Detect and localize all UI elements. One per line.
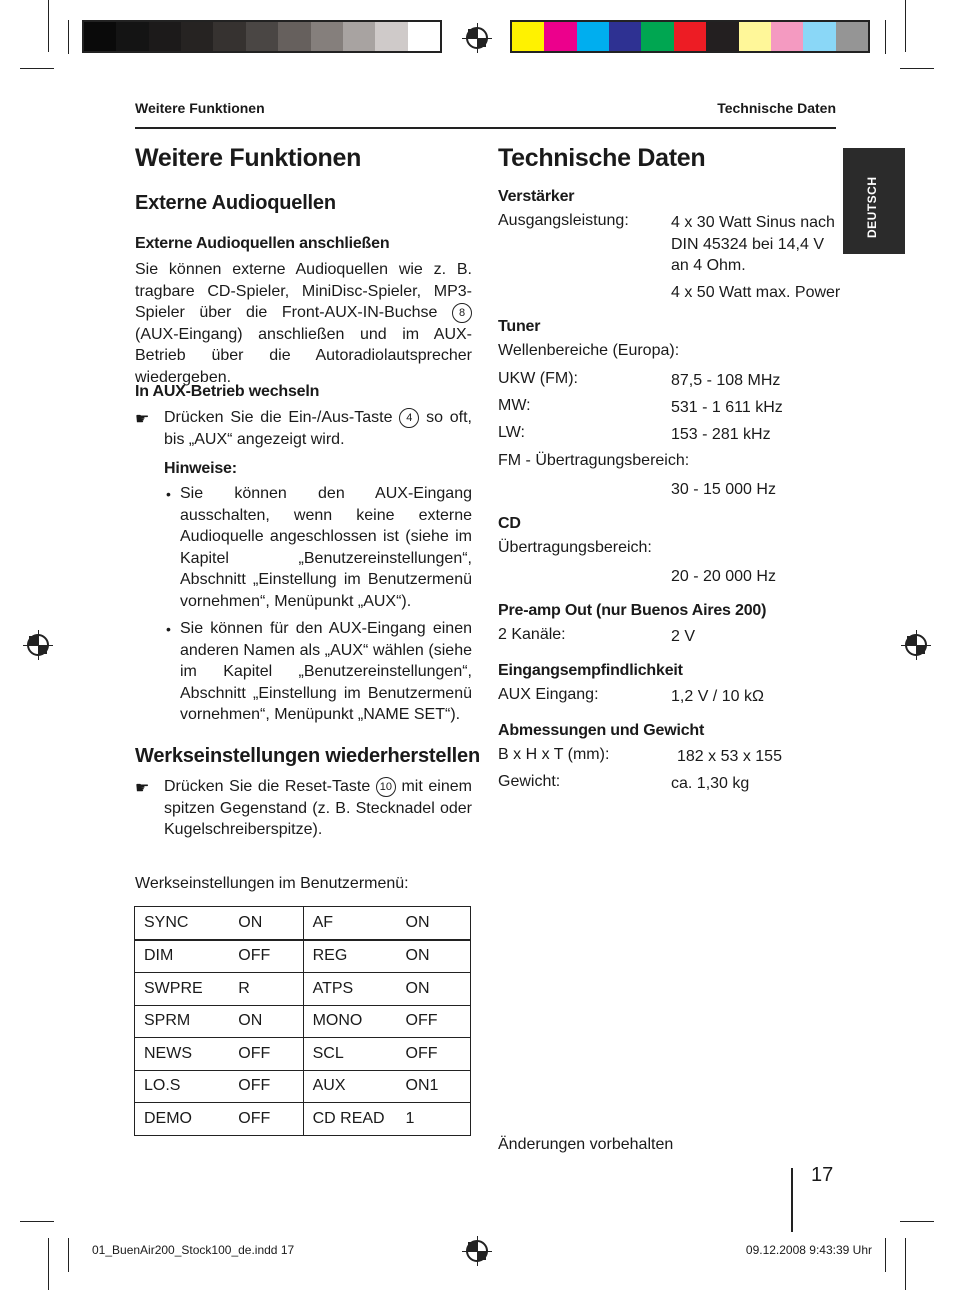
button-number-badge: 8 xyxy=(452,303,472,323)
factory-settings-table xyxy=(134,906,471,1136)
crop-mark xyxy=(68,1238,69,1272)
spec-cd-title: CD xyxy=(498,515,521,532)
spec-dimensions-value: 182 x 53 x 155 xyxy=(677,748,782,765)
setting-name-cell: CD READ xyxy=(303,1103,396,1136)
paragraph-connect xyxy=(135,259,472,388)
setting-name-cell: AF xyxy=(303,907,396,940)
table-row xyxy=(135,1005,471,1038)
registration-mark-left-icon xyxy=(27,634,49,656)
color-swatch xyxy=(803,22,835,51)
crop-mark xyxy=(885,20,886,54)
spec-dimensions-title: Abmessungen und Gewicht xyxy=(498,722,705,739)
setting-name-cell: REG xyxy=(303,940,396,973)
spec-lw-label: LW: xyxy=(498,424,525,441)
button-number-badge: 4 xyxy=(399,408,419,428)
registration-mark-top-icon xyxy=(466,27,488,49)
section-external-audio: Externe Audioquellen xyxy=(135,192,336,214)
running-header-right: Technische Daten xyxy=(717,100,836,116)
language-tab-label: DEUTSCH xyxy=(865,176,879,238)
spec-lw-value: 153 - 281 kHz xyxy=(671,426,771,443)
paragraph-connect-text: Sie können externe Audioquellen wie z. B. tragbare CD-Spieler, MiniDisc-Spieler, MP3-Spieler über die Front-AUX-IN-Buchse xyxy=(135,261,472,321)
setting-value-cell: OFF xyxy=(229,940,303,973)
color-swatch xyxy=(771,22,803,51)
gray-calibration-bar xyxy=(82,20,442,53)
setting-name-cell: DEMO xyxy=(135,1103,230,1136)
setting-value-cell: OFF xyxy=(397,1038,471,1071)
spec-sensitivity-title: Eingangsempfindlichkeit xyxy=(498,662,683,679)
gray-swatch xyxy=(278,22,310,51)
step-reset-text-2: mit einem spitzen Gegenstand (z. B. Stecknadel oder Kugelschreiberspitze). xyxy=(164,778,472,838)
setting-value-cell: ON1 xyxy=(397,1070,471,1103)
hints-title: Hinweise: xyxy=(164,460,237,477)
color-swatch xyxy=(706,22,738,51)
spec-amp-label: Ausgangsleistung: xyxy=(498,212,629,229)
gray-swatch xyxy=(408,22,440,51)
table-row xyxy=(135,1103,471,1136)
paragraph-connect-text-2: (AUX-Eingang) anschließen und im AUX-Betrieb über die Autoradiolautsprecher wiedergeben. xyxy=(135,325,472,386)
registration-mark-right-icon xyxy=(905,634,927,656)
spec-weight-label: Gewicht: xyxy=(498,773,561,790)
setting-name-cell: SPRM xyxy=(135,1005,230,1038)
gray-swatch xyxy=(181,22,213,51)
bullet-icon: • xyxy=(166,621,171,637)
setting-value-cell: OFF xyxy=(229,1103,303,1136)
gray-swatch xyxy=(116,22,148,51)
pointing-hand-icon: ☛ xyxy=(135,780,150,797)
left-title: Weitere Funktionen xyxy=(135,144,362,172)
page-number-rule xyxy=(791,1168,793,1232)
setting-value-cell: OFF xyxy=(229,1070,303,1103)
spec-amp-title: Verstärker xyxy=(498,188,575,205)
table-caption: Werkseinstellungen im Benutzermenü: xyxy=(135,875,409,892)
step-aux-text-2: so oft, bis „AUX“ angezeigt wird. xyxy=(164,409,472,448)
hint-1: Sie können den AUX-Eingang ausschalten, wenn keine externe Audioquelle angeschlossen ist (siehe im Kapitel „Benutzereinstellungen“, Abschnitt „Einstellung im Benutzermenü vornehmen“, Menüpunkt „AUX“). xyxy=(180,485,472,610)
color-swatch xyxy=(512,22,544,51)
spec-preamp-title: Pre-amp Out (nur Buenos Aires 200) xyxy=(498,602,767,619)
crop-mark xyxy=(905,0,906,52)
setting-value-cell: ON xyxy=(397,973,471,1006)
gray-swatch xyxy=(246,22,278,51)
table-row xyxy=(135,973,471,1006)
gray-swatch xyxy=(375,22,407,51)
setting-name-cell: ATPS xyxy=(303,973,396,1006)
crop-mark xyxy=(905,1238,906,1290)
spec-mw-value: 531 - 1 611 kHz xyxy=(671,399,783,416)
setting-value-cell: R xyxy=(229,973,303,1006)
button-number-badge: 10 xyxy=(376,777,396,797)
setting-name-cell: SWPRE xyxy=(135,973,230,1006)
gray-swatch xyxy=(213,22,245,51)
step-reset-text: Drücken Sie die Reset-Taste xyxy=(164,778,371,795)
hint-2: Sie können für den AUX-Eingang einen anderen Namen als „AUX“ wählen (siehe im Kapitel „Benutzereinstellungen“, Abschnitt „Einstellung im Benutzermenü vornehmen“, Menüpunkt „NAME SET“). xyxy=(180,620,472,723)
gray-swatch xyxy=(311,22,343,51)
table-row xyxy=(135,1038,471,1071)
spec-tuner-label: Wellenbereiche (Europa): xyxy=(498,342,680,359)
section-factory-reset: Werkseinstellungen wiederherstellen xyxy=(135,745,480,767)
spec-sensitivity-label: AUX Eingang: xyxy=(498,686,599,703)
color-swatch xyxy=(609,22,641,51)
setting-value-cell: ON xyxy=(229,907,303,940)
setting-name-cell: AUX xyxy=(303,1070,396,1103)
spec-fm-value: 87,5 - 108 MHz xyxy=(671,372,781,389)
spec-cd-value: 20 - 20 000 Hz xyxy=(671,568,776,585)
step-aux xyxy=(164,407,472,450)
running-header-left: Weitere Funktionen xyxy=(135,100,265,116)
setting-value-cell: 1 xyxy=(397,1103,471,1136)
setting-value-cell: ON xyxy=(397,940,471,973)
setting-name-cell: DIM xyxy=(135,940,230,973)
subheading-aux-mode: In AUX-Betrieb wechseln xyxy=(135,383,320,400)
setting-name-cell: LO.S xyxy=(135,1070,230,1103)
setting-value-cell: OFF xyxy=(397,1005,471,1038)
color-swatch xyxy=(674,22,706,51)
setting-value-cell: ON xyxy=(397,907,471,940)
color-swatch xyxy=(739,22,771,51)
setting-name-cell: NEWS xyxy=(135,1038,230,1071)
page-number: 17 xyxy=(811,1164,834,1186)
spec-dimensions-label: B x H x T (mm): xyxy=(498,746,610,763)
spec-amp-value-max: 4 x 50 Watt max. Power xyxy=(671,284,841,301)
header-rule xyxy=(135,127,836,129)
slug-timestamp: 09.12.2008 9:43:39 Uhr xyxy=(745,1243,872,1257)
spec-tuner-title: Tuner xyxy=(498,318,541,335)
crop-mark xyxy=(900,1221,934,1222)
registration-mark-bottom-icon xyxy=(466,1240,488,1262)
color-swatch xyxy=(577,22,609,51)
crop-mark xyxy=(20,1221,54,1222)
spec-preamp-label: 2 Kanäle: xyxy=(498,626,566,643)
table-row xyxy=(135,907,471,940)
spec-mw-label: MW: xyxy=(498,397,531,414)
setting-name-cell: MONO xyxy=(303,1005,396,1038)
setting-name-cell: SYNC xyxy=(135,907,230,940)
slug-filename: 01_BuenAir200_Stock100_de.indd 17 xyxy=(92,1243,295,1257)
crop-mark xyxy=(20,68,54,69)
table-row xyxy=(135,1070,471,1103)
step-aux-text: Drücken Sie die Ein-/Aus-Taste xyxy=(164,409,393,426)
setting-name-cell: SCL xyxy=(303,1038,396,1071)
gray-swatch xyxy=(84,22,116,51)
language-tab xyxy=(843,148,905,254)
setting-value-cell: OFF xyxy=(229,1038,303,1071)
spec-fm-label: UKW (FM): xyxy=(498,370,578,387)
color-swatch xyxy=(544,22,576,51)
spec-fm-range-label: FM - Übertragungsbereich: xyxy=(498,452,690,469)
spec-sensitivity-value: 1,2 V / 10 kΩ xyxy=(671,688,764,705)
spec-cd-label: Übertragungsbereich: xyxy=(498,539,652,556)
footer-note: Änderungen vorbehalten xyxy=(498,1136,674,1153)
crop-mark xyxy=(885,1238,886,1272)
color-swatch xyxy=(836,22,868,51)
crop-mark xyxy=(68,20,69,54)
right-title: Technische Daten xyxy=(498,144,706,172)
gray-swatch xyxy=(343,22,375,51)
bullet-icon: • xyxy=(166,486,171,502)
color-swatch xyxy=(641,22,673,51)
setting-value-cell: ON xyxy=(229,1005,303,1038)
gray-swatch xyxy=(149,22,181,51)
spec-fm-range-value: 30 - 15 000 Hz xyxy=(671,481,776,498)
spec-preamp-value: 2 V xyxy=(671,628,696,645)
table-row xyxy=(135,940,471,973)
crop-mark xyxy=(48,0,49,52)
step-reset xyxy=(164,776,472,841)
color-calibration-bar xyxy=(510,20,870,53)
pointing-hand-icon: ☛ xyxy=(135,411,150,428)
spec-amp-value: 4 x 30 Watt Sinus nach DIN 45324 bei 14,4 V an 4 Ohm. xyxy=(671,214,835,274)
crop-mark xyxy=(48,1238,49,1290)
crop-mark xyxy=(900,68,934,69)
subheading-connect: Externe Audioquellen anschließen xyxy=(135,235,390,252)
spec-weight-value: ca. 1,30 kg xyxy=(671,775,750,792)
